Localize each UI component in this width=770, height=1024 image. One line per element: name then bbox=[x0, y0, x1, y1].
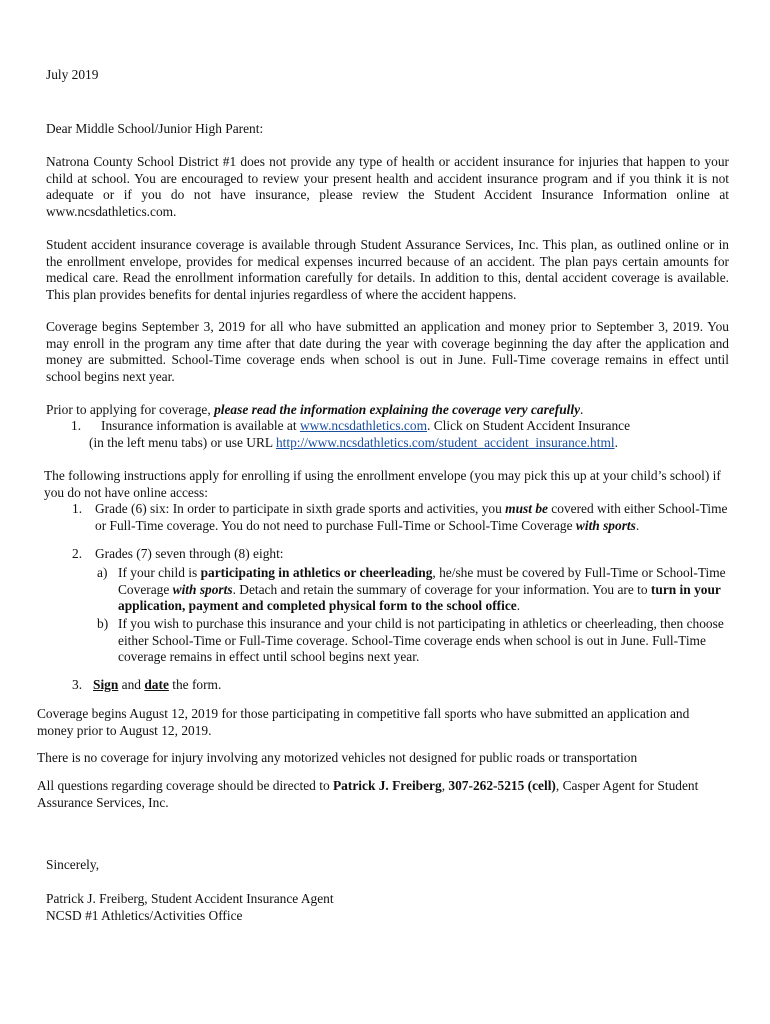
prior-lead: Prior to applying for coverage, bbox=[46, 402, 215, 417]
date-word: date bbox=[144, 677, 169, 692]
prior-emphasis: please read the information explaining the coverage very carefully bbox=[214, 402, 581, 417]
paragraph-questions: All questions regarding coverage should be directed to Patrick J. Freiberg, 307-262-5215 (cell), Casper Agent for Student Assurance Services, Inc. bbox=[37, 778, 699, 810]
list-number: 2. bbox=[72, 546, 83, 561]
info-text: Insurance information is available at bbox=[101, 418, 300, 433]
signature-line-2: NCSD #1 Athletics/Activities Office bbox=[46, 908, 243, 923]
url-lead-text: (in the left menu tabs) or use URL bbox=[89, 435, 276, 450]
grades-seven-eight-text: Grades (7) seven through (8) eight: bbox=[95, 546, 284, 561]
turn-in-bold: turn in your application, payment and completed physical form to the school office bbox=[118, 581, 721, 614]
prior-to-applying bbox=[46, 402, 736, 419]
signature-line-1: Patrick J. Freiberg, Student Accident Insurance Agent bbox=[46, 891, 334, 906]
prior-list-item-1 bbox=[46, 418, 736, 452]
closing: Sincerely, bbox=[46, 857, 100, 872]
url-end: . bbox=[614, 435, 618, 450]
insurance-url-link[interactable]: http://www.ncsdathletics.com/student_accident_insurance.html bbox=[275, 435, 615, 450]
sign-date-text: Sign and date the form. bbox=[93, 677, 222, 692]
list-number: 1. bbox=[71, 418, 82, 433]
prior-end: . bbox=[580, 402, 584, 417]
ncsdathletics-link[interactable]: www.ncsdathletics.com bbox=[299, 418, 427, 433]
instruction-item-2 bbox=[44, 546, 734, 563]
instructions-intro: The following instructions apply for enrolling if using the enrollment envelope (you may pick this up at your child’s school) if you do not have online access: bbox=[44, 468, 721, 500]
instruction-item-3 bbox=[44, 677, 734, 694]
paragraph-motorized-vehicles: There is no coverage for injury involving any motorized vehicles not designed for public roads or transportation bbox=[37, 750, 638, 765]
agent-phone: 307-262-5215 (cell) bbox=[448, 778, 556, 793]
with-sports-emphasis-2: with sports bbox=[172, 581, 233, 597]
paragraph-coverage-begins: Coverage begins September 3, 2019 for all who have submitted an application and money prior to September 3, 2019. You may enroll in the program any time after that date during the year with coverage beginning the day after the application and money are submitted. School-Time coverage ends when school is out in June. Full-Time coverage remains in effect until school begins next year. bbox=[46, 319, 729, 384]
sub-item-a bbox=[44, 565, 734, 615]
grade-six-text: Grade (6) six: In order to participate in sixth grade sports and activities, you must be covered with either School-Time or Full-Time coverage. You do not need to purchase Full-Time or School-Time Coverage with sports. bbox=[95, 501, 728, 533]
paragraph-no-insurance: Natrona County School District #1 does not provide any type of health or accident insurance for injuries that happen to your child at school. You are encouraged to review your present health and accident insurance program and if you think it is not adequate or if you do not have insurance, please review the Student Accident Insurance Information online at www.ncsdathletics.com. bbox=[46, 154, 729, 219]
non-athlete-text: If you wish to purchase this insurance and your child is not participating in athletics or cheerleading, then choose either School-Time or Full-Time coverage. School-Time coverage ends when school is out in June. Full-Time coverage remains in effect until school begins next year. bbox=[118, 616, 724, 665]
athletics-requirement-text: If your child is participating in athletics or cheerleading, he/she must be covered by Full-Time or School-Time Coverage with sports. Detach and retain the summary of coverage for your information. You are to turn in your application, payment and completed physical form to the school office. bbox=[118, 565, 726, 614]
list-number: 1. bbox=[72, 501, 83, 516]
agent-name: Patrick J. Freiberg bbox=[333, 778, 442, 793]
with-sports-emphasis: with sports bbox=[575, 517, 636, 533]
letter-date: July 2019 bbox=[46, 67, 99, 82]
sub-item-letter: b) bbox=[97, 616, 109, 631]
must-be-emphasis: must be bbox=[505, 501, 548, 516]
sign-word: Sign bbox=[93, 677, 119, 692]
instruction-item-1 bbox=[44, 501, 734, 535]
sub-item-letter: a) bbox=[97, 565, 108, 580]
sub-item-b bbox=[44, 616, 734, 666]
paragraph-fall-sports: Coverage begins August 12, 2019 for those participating in competitive fall sports who have submitted an application and money prior to August 12, 2019. bbox=[37, 706, 690, 738]
salutation: Dear Middle School/Junior High Parent: bbox=[46, 121, 264, 136]
paragraph-coverage-available: Student accident insurance coverage is available through Student Assurance Services, Inc. This plan, as outlined online or in the enrollment envelope, provides for medical expenses incurred because of an accident. The plan pays certain amounts for medical care. Read the enrollment information carefully for details. In addition to this, dental accident coverage is available. This plan provides benefits for dental injuries regardless of where the accident happens. bbox=[46, 237, 729, 302]
list-number: 3. bbox=[72, 677, 83, 692]
athletics-bold: participating in athletics or cheerleading bbox=[200, 565, 433, 580]
info-text-2: . Click on Student Accident Insurance bbox=[427, 418, 631, 433]
